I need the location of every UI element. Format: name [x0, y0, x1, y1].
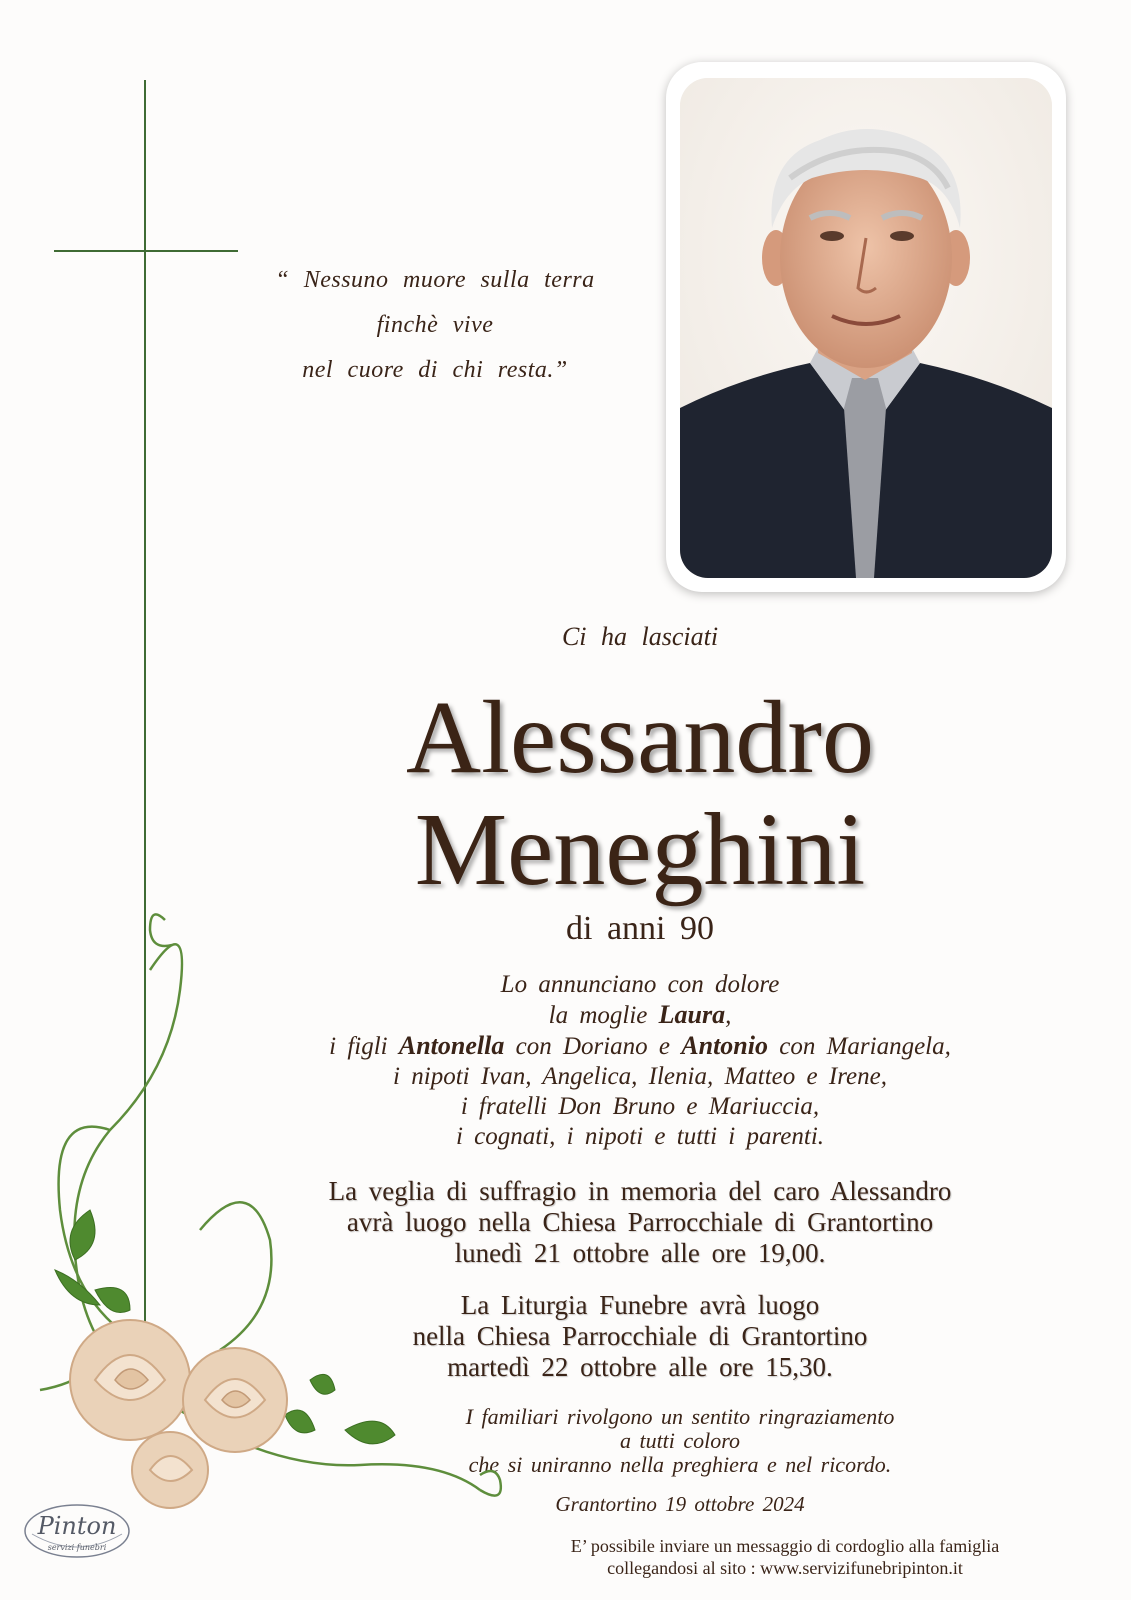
family-line-4: i nipoti Ivan, Angelica, Ilenia, Matteo e Irene, [393, 1063, 887, 1090]
footer-note [470, 1535, 1100, 1579]
family-line-3-prefix: i figli [329, 1033, 399, 1060]
family-line-2-prefix: la moglie [548, 1002, 659, 1029]
memorial-quote [255, 258, 615, 393]
date-place: Grantortino 19 ottobre 2024 [555, 1492, 805, 1516]
vigil-line-1: La veglia di suffragio in memoria del caro Alessandro [328, 1176, 952, 1206]
rose-icon-group [70, 1320, 287, 1508]
quote-line-3: nel cuore di chi resta.” [302, 357, 568, 383]
logo-subtitle: servizi funebri [47, 1543, 107, 1552]
vigil-line-2: avrà luogo nella Chiesa Parrocchiale di Grantortino [346, 1207, 934, 1237]
quote-line-2: finchè vive [376, 312, 494, 338]
liturgy-line-3: martedì 22 ottobre alle ore 15,30. [447, 1352, 833, 1382]
deceased-first-name: Alessandro [406, 680, 874, 795]
family-line-1: Lo annunciano con dolore [500, 971, 780, 998]
child-name-1: Antonella [398, 1031, 505, 1060]
cross-horizontal-bar [54, 250, 238, 252]
family-line-6: i cognati, i nipoti e tutti i parenti. [455, 1123, 825, 1150]
vigil-line-3: lunedì 21 ottobre alle ore 19,00. [454, 1238, 826, 1268]
child-name-2: Antonio [681, 1031, 768, 1060]
floral-decoration [0, 910, 520, 1510]
portrait-photo [680, 78, 1052, 578]
logo-name: Pinton [37, 1512, 117, 1540]
wife-name: Laura [658, 1000, 726, 1029]
quote-line-1: “ Nessuno muore sulla terra [275, 267, 595, 293]
family-line-3-mid: con Doriano e [504, 1033, 682, 1060]
family-line-3-suffix: con Mariangela, [767, 1033, 951, 1060]
footer-line-1: E’ possibile inviare un messaggio di cordoglio alla famiglia [570, 1536, 1000, 1556]
liturgy-line-1: La Liturgia Funebre avrà luogo [460, 1290, 820, 1320]
thanks-line-3: che si uniranno nella preghiera e nel ricordo. [468, 1452, 892, 1477]
thanks-line-1: I familiari rivolgono un sentito ringraziamento [465, 1404, 895, 1429]
footer-line-2: collegandosi al sito : www.servizifunebripinton.it [607, 1558, 963, 1578]
intro-text: Ci ha lasciati [561, 622, 719, 651]
family-line-5: i fratelli Don Bruno e Mariuccia, [460, 1093, 820, 1120]
portrait-illustration [680, 78, 1052, 578]
liturgy-line-2: nella Chiesa Parrocchiale di Grantortino [412, 1321, 868, 1351]
thanks-line-2: a tutti coloro [619, 1428, 741, 1453]
family-line-2-suffix: , [725, 1002, 732, 1029]
deceased-age: di anni 90 [566, 910, 714, 947]
deceased-last-name: Meneghini [414, 792, 866, 907]
